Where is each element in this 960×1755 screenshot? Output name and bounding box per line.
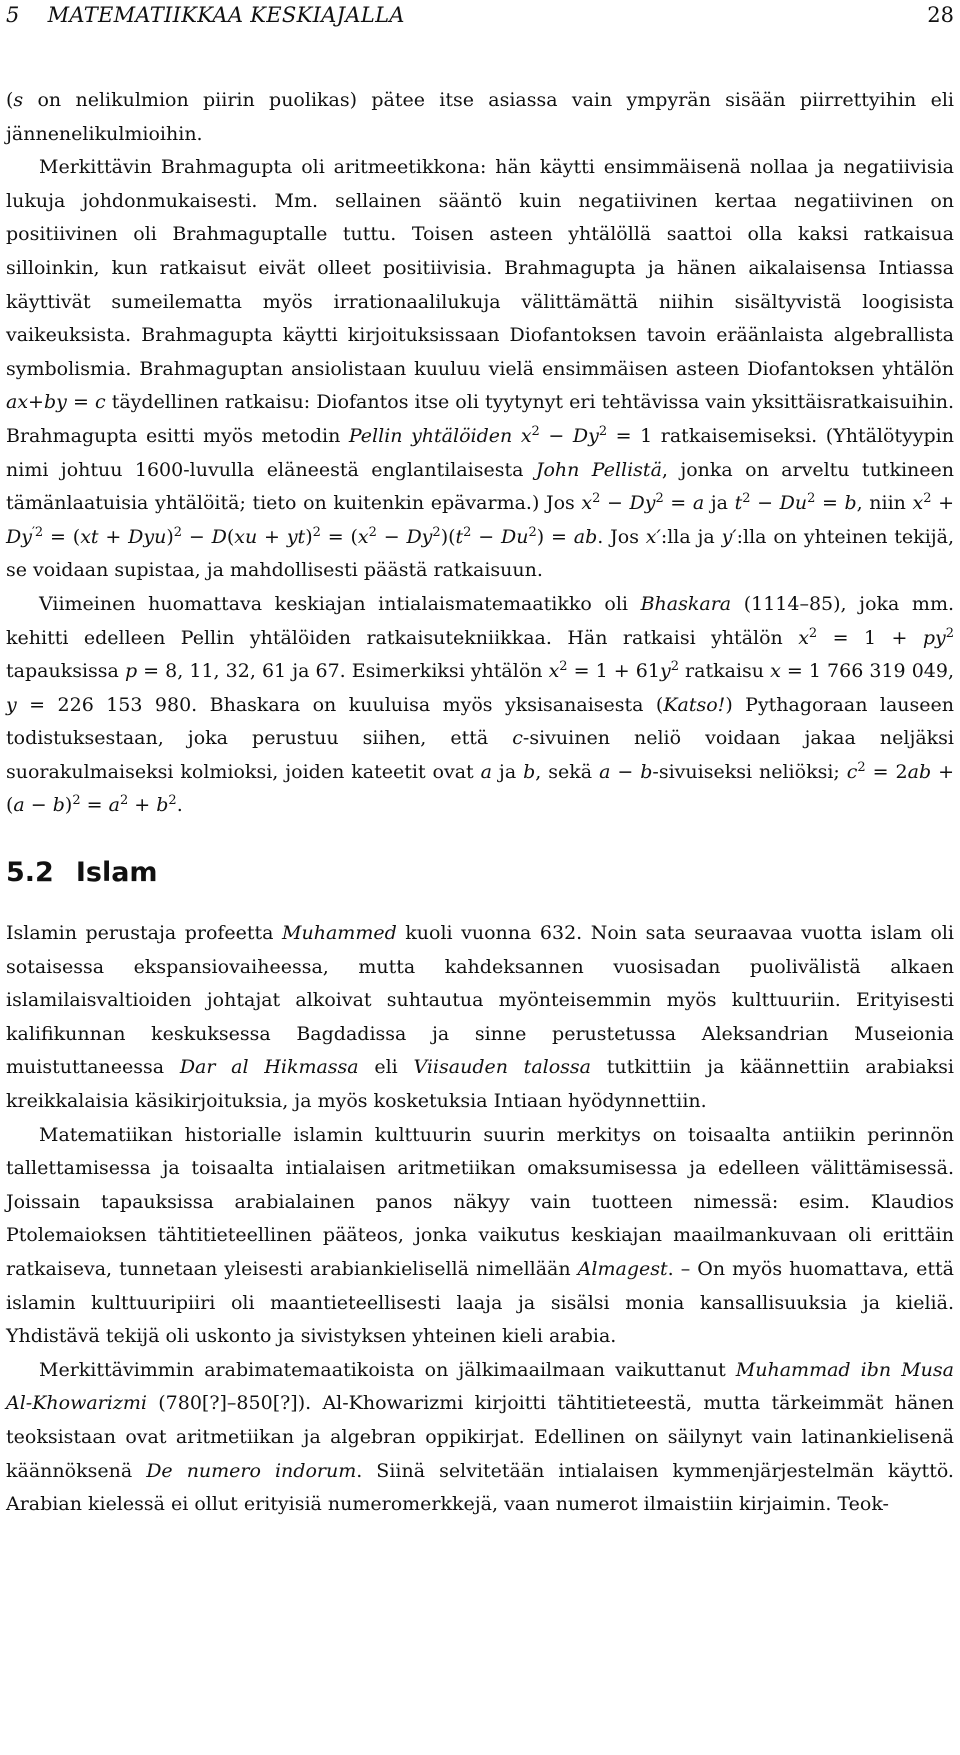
text-run: ratkaisu [678,660,771,683]
text-run: − [24,794,53,817]
italic-text: y [659,660,671,683]
text-run: ) = [536,525,574,548]
superscript: 2 [432,524,441,540]
running-header [6,0,954,30]
italic-text: a [599,760,611,783]
italic-text: Dar al Hikmassa [179,1056,359,1079]
italic-text: John Pellistä [535,458,662,481]
text-run: + [128,794,157,817]
text-run: + [98,525,129,548]
paragraph [6,1354,954,1522]
text-run: . [176,794,183,817]
text-run: , sekä [535,760,600,783]
superscript: 2 [119,793,129,809]
superscript: ′2 [31,524,44,540]
text-run: Matematiikan historialle islamin kulttuurin suurin merkitys on toisaalta antiikin perinnön tallettamisessa ja toisaalta intialaisen aritmetiikan omaksumisessa ja edelleen välittämisessä. Joissain tapauksissa arabialainen panos näkyy vain tuotteen nimessä: esim. Klaudios Ptolemaioksen tähtitieteellinen pääteos, jonka vaikutus keskiajan maailmankuvaan oli erittäin ratkaiseva, tunnetaan yleisesti arabiankielisellä nimellään [6,1123,954,1280]
text-run: . Jos [597,525,646,548]
italic-text: by [43,391,67,414]
text-run: Islamin perustaja profeetta [6,922,283,945]
text-run: = ( [43,525,81,548]
italic-text: x [581,492,593,515]
text-run: Viimeinen huomattava keskiajan intialaismatemaatikko oli [39,592,641,615]
text-run: = 1 + [817,626,923,649]
text-run: ) Pythagoraan lauseen todistuksestaan, joka perustuu siihen, että [6,693,954,750]
italic-text: Muhammed [282,922,397,945]
italic-text: a [13,794,25,817]
italic-text: b [52,794,65,817]
italic-text: xu [234,525,258,548]
italic-text: Bhaskara [640,592,732,615]
text-run: tutkittiin ja käännettiin arabiaksi kreikkalaisia käsikirjoituksia, ja myös kosketuksia Intiaan hyödynnettiin. [6,1056,955,1113]
text-run: = 1 + 61 [567,660,660,683]
text-run: täydellinen ratkaisu: Diofantos itse oli tyytynyt eri tehtävissa vain yksittäisratkaisuihin. Brahmagupta esitti myös metodin [6,391,955,447]
text-run: :lla on yhteinen tekijä, se voidaan supistaa, ja mahdollisesti päästä ratkaisuun. [6,525,955,582]
text-run: + ( [6,760,954,817]
italic-text: x [520,424,532,447]
section-title: Islam [75,857,158,889]
superscript: 2 [559,659,568,675]
text-run: = ( [320,525,358,548]
italic-text: t [455,525,464,548]
text-run: − [471,525,502,548]
superscript: 2 [670,659,679,675]
superscript: 2 [312,524,321,540]
text-run: − [539,424,573,447]
text-run: = [663,492,693,515]
text-run: ) [166,525,174,548]
italic-text: ax [6,391,29,414]
italic-text: Dy [6,525,32,548]
page-body [6,84,954,1522]
text-run: Merkittävimmin arabimatemaatikoista on jälkimaailmaan vaikuttanut [39,1358,736,1381]
paragraph [6,588,954,823]
header-title: MATEMATIIKKAA KESKIAJALLA [47,3,405,27]
text-run: ( [226,525,235,548]
superscript: 2 [168,793,177,809]
italic-text: Du [779,492,808,515]
text-run: )( [440,525,456,548]
superscript: 2 [531,423,540,439]
italic-text: yt [286,525,306,548]
superscript: 2 [173,524,183,540]
italic-text: c [512,727,523,750]
body-text-bottom [6,917,954,1522]
text-run: − [610,760,641,783]
text-run: = [66,391,95,414]
text-run: = 2 [865,760,908,783]
text-run: tapauksissa [6,660,125,683]
text-run: = 1 766 319 049, [780,660,954,683]
superscript: 2 [857,759,866,775]
text-run: , jonka on arveltu tutkineen tämänlaatuisia yhtälöitä; tieto on kuitenkin epävarma.) Jos [6,458,954,515]
italic-text: De numero indorum [146,1459,357,1482]
section-heading [6,853,954,893]
superscript: 2 [598,423,608,439]
superscript: 2 [463,524,472,540]
text-run: . – On myös huomattava, että islamin kulttuuripiiri oli maantieteellisesti laaja ja sisälsi monia kansallisuuksia ja kieliä. Yhdistävä tekijä oli uskonto ja sivistyksen yhteinen kieli arabia. [6,1258,954,1348]
italic-text: b [844,492,857,515]
superscript: 2 [807,491,816,507]
text-run: on nelikulmion piirin puolikas) pätee itse asiassa vain ympyrän sisään piirrettyihin eli jännenelikulmioihin. [6,89,954,145]
section-number: 5.2 [6,857,54,889]
italic-text: Dy [572,424,599,447]
text-run: Merkittävin Brahmagupta oli aritmeetikkona: hän käytti ensimmäisenä nollaa ja negatiivisia lukuja johdonmukaisesti. Mm. sellainen sääntö kuin negatiivinen kertaa negatiivinen on positiivinen oli Brahmaguptalle tuttu. Toisen asteen yhtälöllä saattoi olla kaksi ratkaisua silloinkin, kun ratkaisut eivät olleet positiivisia. Brahmagupta ja hänen aikalaisensa Intiassa käyttivät sumeilematta myös irrationaalilukuja välittämättä niihin sisältyvistä loogisista vaikeuksista. Brahmagupta käytti kirjoituksissaan Diofantoksen tavoin eräänlaista algebrallista symbolismia. Brahmaguptan ansiolistaan kuuluu vielä ensimmäisen asteen Diofantoksen yhtälön [6,156,954,380]
text-run: ( [6,89,14,111]
superscript: 2 [528,524,537,540]
text-run: -sivuiseksi neliöksi; [652,760,847,783]
italic-text: Viisauden talossa [413,1056,591,1079]
text-run [512,425,521,447]
text-run: = 8, 11, 32, 61 ja 67. Esimerkiksi yhtälön [137,660,549,683]
italic-text: ab [907,760,932,783]
italic-text: b [156,794,169,817]
paragraph [6,1119,954,1354]
text-run: = 226 153 980. Bhaskara on kuuluisa myös yksisanaisesta ( [16,693,664,716]
text-run: (1114–85), joka mm. kehitti edelleen Pellin yhtälöiden ratkaisutekniikkaa. Hän ratkaisi yhtälön [6,592,955,649]
italic-text: Katso! [663,693,726,716]
text-run: ja [704,492,735,515]
page-number: 28 [927,3,954,27]
text-run: + [931,492,955,515]
superscript: 2 [368,524,377,540]
superscript: 2 [72,793,81,809]
italic-text: t [734,492,743,515]
text-run: (780[?]–850[?]). Al-Khowarizmi kirjoitti tähtitieteestä, mutta tärkeimmät hänen teoksistaan ovat aritmetiikan ja algebran oppikirjat. Edellinen on säilynyt vain latinankielisenä käännöksenä [6,1392,954,1482]
header-chapter-title [6,0,405,30]
text-run: = [80,794,109,817]
italic-text: y′ [721,525,737,548]
text-run: + [28,391,44,414]
superscript: 2 [742,491,751,507]
italic-text: b [640,760,653,783]
text-run: − [600,492,630,515]
text-run: kuoli vuonna 632. Noin sata seuraavaa vuotta islam oli sotaisessa ekspansiovaiheessa, mutta kahdeksannen vuosisadan puolivälistä alkaen islamilaisvaltioiden johtajat alkoivat suhtautua myönteisemmin myös kulttuuriin. Erityisesti kalifikunnan keskuksessa Bagdadissa ja sinne perustetussa Aleksandrian Museionia muistuttaneessa [6,922,954,1079]
italic-text: x [357,525,369,548]
italic-text: a [108,794,120,817]
italic-text: x′ [645,525,661,548]
superscript: 2 [945,625,955,641]
text-run: -sivuinen neliö voidaan jakaa neljäksi suorakulmaiseksi kolmioksi, joiden kateetit ovat [6,727,955,783]
paragraph [6,917,954,1119]
italic-text: b [523,760,536,783]
italic-text: x [912,492,924,515]
italic-text: Muhammad ibn Musa Al-Khowarizmi [6,1358,954,1415]
text-run: . Siinä selvitetään intialaisen kymmenjärjestelmän käyttö. Arabian kielessä ei ollut erityisiä numeromerkkejä, vaan numerot ilmaistiin kirjaimin. Teok- [6,1459,954,1516]
italic-text: Dyu [128,525,167,548]
body-text-top [6,84,954,823]
italic-text: x [548,660,560,683]
italic-text: Pellin yhtälöiden [348,424,513,447]
text-run: eli [358,1056,414,1079]
italic-text: c [846,760,858,783]
superscript: 2 [808,625,818,641]
superscript: 2 [923,491,932,507]
italic-text: c [94,391,106,414]
italic-text: Du [501,525,529,548]
italic-text: a [692,492,705,515]
italic-text: y [6,693,17,716]
italic-text: a [480,760,492,783]
italic-text: py [922,626,946,649]
superscript: 2 [655,491,664,507]
text-run: , niin [856,492,913,515]
italic-text: D [211,525,227,548]
italic-text: Dy [629,492,656,515]
text-run: = [815,492,845,515]
paragraph [6,151,954,588]
italic-text: x [798,626,809,649]
text-run: − [376,525,407,548]
superscript: 2 [592,491,601,507]
text-run: ) [305,525,313,548]
text-run: = 1 ratkaisemiseksi. (Yhtälötyypin nimi johtuu 1600-luvulla eläneestä englantilaisesta [6,424,954,481]
italic-text: s [13,89,24,111]
text-run: ) [64,794,73,817]
text-run: + [257,525,287,548]
paragraph [6,84,954,151]
text-run: − [750,492,780,515]
italic-text: p [124,660,138,683]
italic-text: Dy [406,525,433,548]
header-chapter-number: 5 [6,3,20,27]
italic-text: xt [80,525,99,548]
italic-text: x [770,660,781,683]
italic-text: Almagest [577,1258,668,1280]
text-run: − [182,525,212,548]
italic-text: ab [573,525,598,548]
text-run: ja [491,760,524,783]
text-run: :lla ja [660,525,722,548]
